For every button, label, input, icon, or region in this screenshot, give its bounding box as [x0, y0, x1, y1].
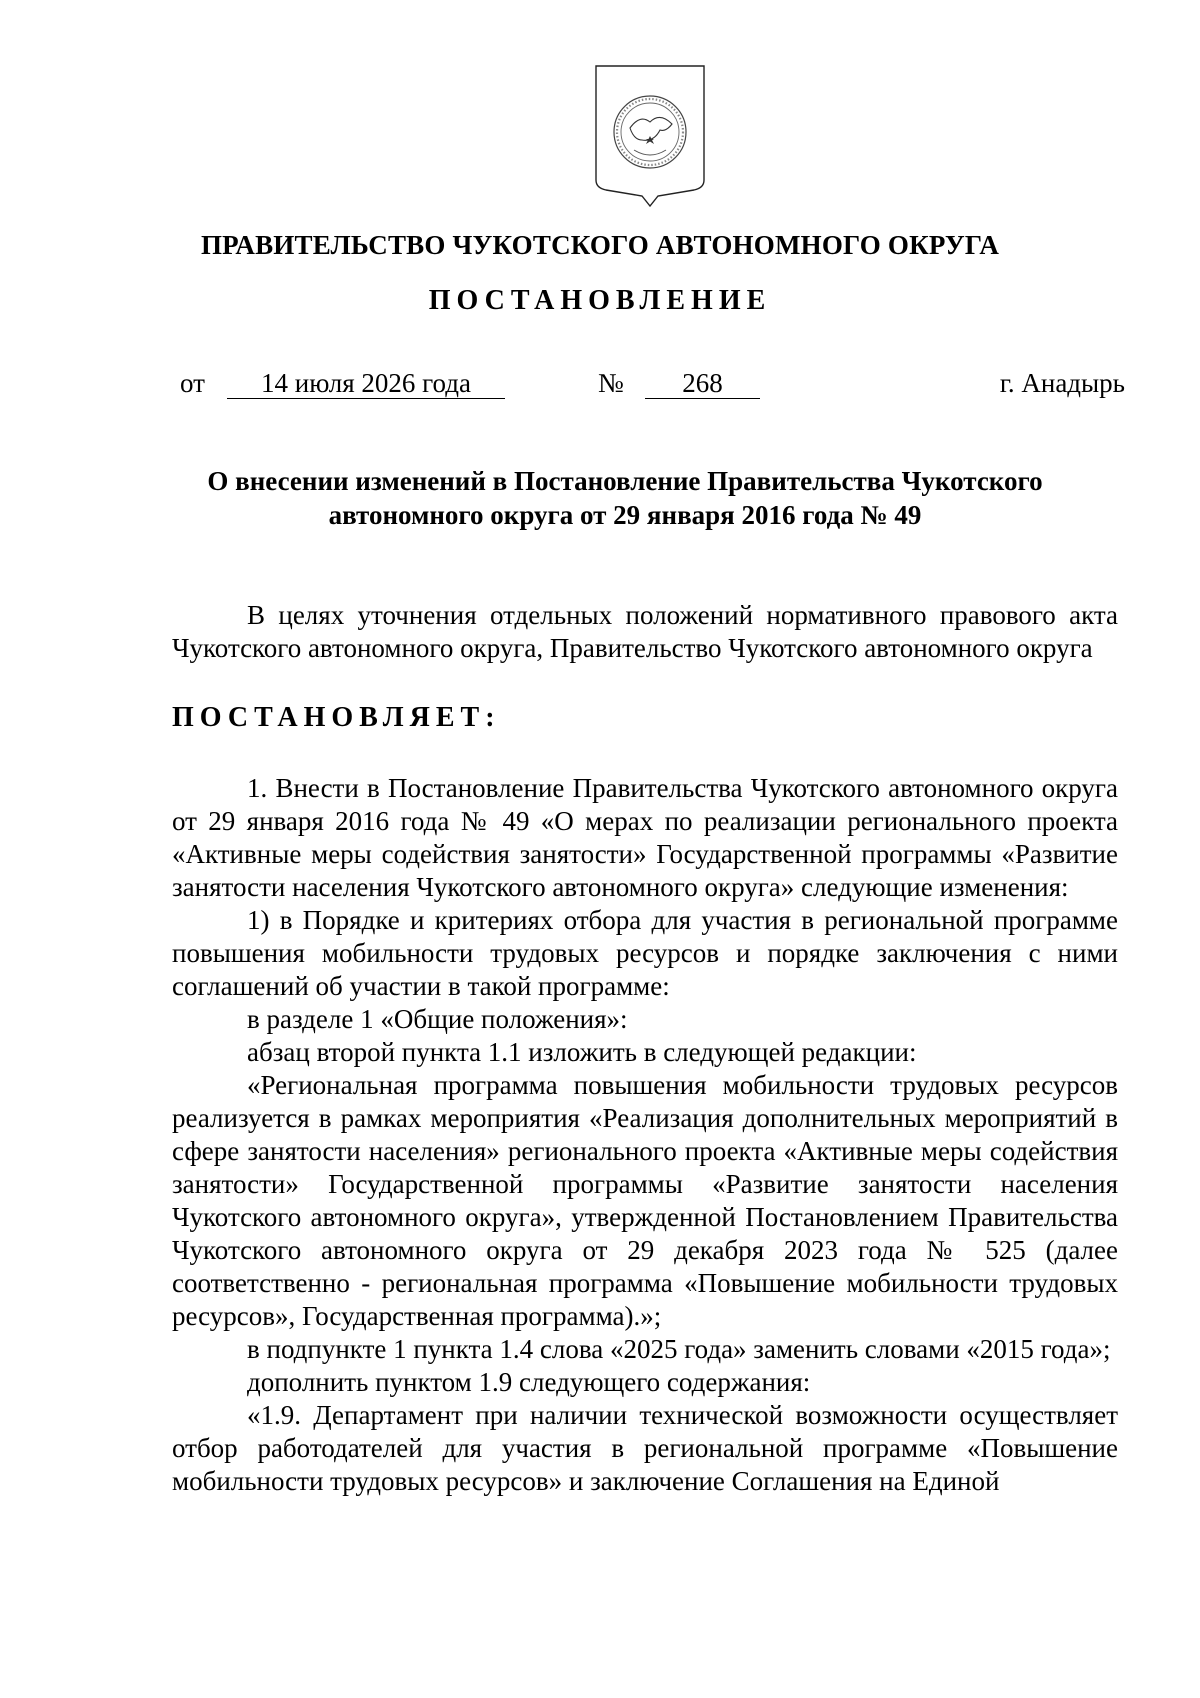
paragraph: в разделе 1 «Общие положения»:	[247, 1004, 628, 1034]
paragraph: «Региональная программа повышения мобильности трудовых ресурсов реализуется в рамках мероприятия «Реализация дополнительных мероприятий в сфере занятости населения» регионального проекта «Активные меры содействия занятости» Государственной программы «Развитие занятости населения Чукотского автономного округа», утвержденной Постановлением Правительства Чукотского автономного округа от 29 декабря 2023 года № 525 (далее соответственно - региональная программа «Повышение мобильности трудовых ресурсов», Государственная программа).»;	[172, 1070, 1118, 1331]
paragraph: абзац второй пункта 1.1 изложить в следующей редакции:	[247, 1037, 917, 1067]
paragraph: 1) в Порядке и критериях отбора для участия в региональной программе повышения мобильности трудовых ресурсов и порядке заключения с ними соглашений об участии в такой программе:	[172, 905, 1118, 1001]
paragraph: дополнить пунктом 1.9 следующего содержания:	[247, 1367, 811, 1397]
document-number: 268	[645, 368, 760, 399]
document-meta	[180, 368, 1125, 408]
paragraph: 1. Внести в Постановление Правительства Чукотского автономного округа от 29 января 2016 года № 49 «О мерах по реализации регионального проекта «Активные меры содействия занятости» Государственной программы «Развитие занятости населения Чукотского автономного округа» следующие изменения:	[172, 773, 1118, 902]
title-line-2: автономного округа от 29 января 2016 года № 49	[328, 500, 922, 530]
coat-of-arms-icon	[590, 62, 710, 212]
paragraph: в подпункте 1 пункта 1.4 слова «2025 года» заменить словами «2015 года»;	[247, 1334, 1111, 1364]
date-prefix: от	[180, 368, 205, 398]
document-city: г. Анадырь	[999, 368, 1125, 398]
coat-of-arms	[590, 62, 710, 212]
organization-name: ПРАВИТЕЛЬСТВО ЧУКОТСКОГО АВТОНОМНОГО ОКРУГА	[200, 230, 1000, 260]
document-title	[160, 464, 1090, 532]
number-sign: №	[598, 368, 624, 398]
document-body	[172, 599, 1118, 1498]
resolves-heading: ПОСТАНОВЛЯЕТ:	[172, 702, 501, 733]
preamble: В целях уточнения отдельных положений нормативного правового акта Чукотского автономного округа, Правительство Чукотского автономного округа	[172, 600, 1118, 663]
title-line-1: О внесении изменений в Постановление Правительства Чукотского	[207, 466, 1043, 496]
document-type: ПОСТАНОВЛЕНИЕ	[428, 285, 772, 316]
paragraph: «1.9. Департамент при наличии технической возможности осуществляет отбор работодателей для участия в региональной программе «Повышение мобильности трудовых ресурсов» и заключение Соглашения на Единой	[172, 1400, 1118, 1496]
document-date: 14 июля 2026 года	[227, 368, 505, 399]
